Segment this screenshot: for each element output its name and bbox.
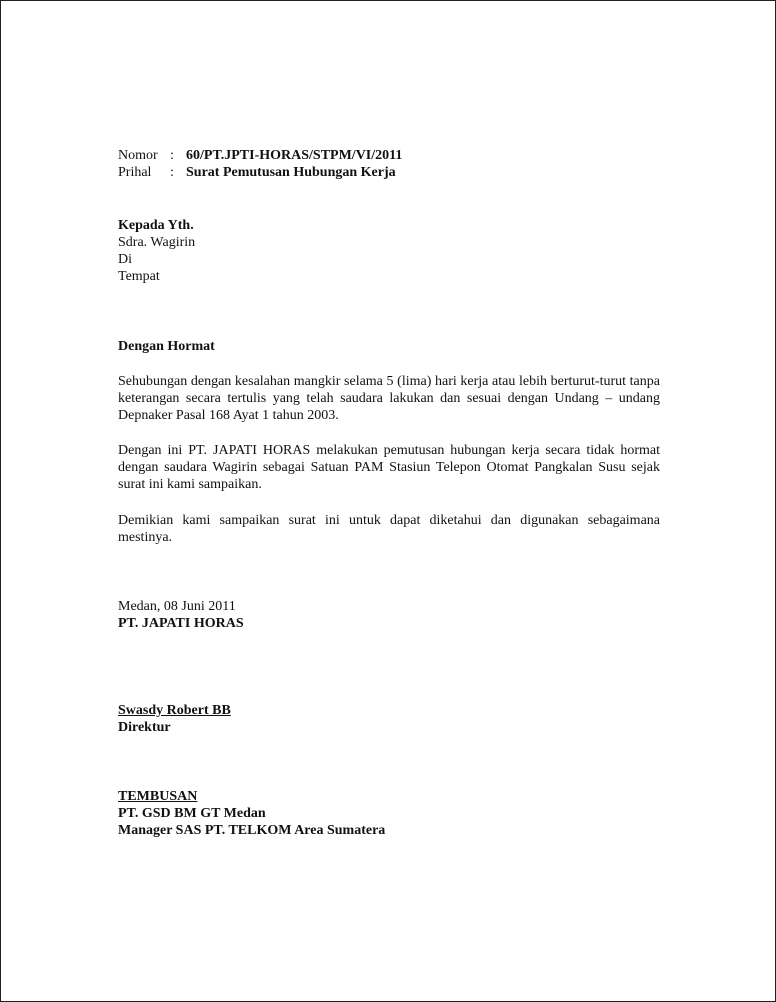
- letter-header: [118, 147, 660, 181]
- tembusan-heading: TEMBUSAN: [118, 789, 198, 804]
- recipient-line-tempat: Tempat: [118, 269, 160, 284]
- body-paragraph-3: Demikian kami sampaikan surat ini untuk dapat diketahui dan digunakan sebagaimana mestinya.: [118, 513, 660, 545]
- recipient-line-di: Di: [118, 252, 132, 267]
- nomor-separator: :: [170, 148, 174, 163]
- recipient-greeting: Kepada Yth.: [118, 218, 194, 233]
- body-paragraph-1: Sehubungan dengan kesalahan mangkir selama 5 (lima) hari kerja atau lebih berturut-turut tanpa keterangan secara tertulis yang telah saudara lakukan dan sesuai dengan Undang – undang Depnaker Pasal 168 Ayat 1 tahun 2003.: [118, 374, 660, 423]
- signer-name: Swasdy Robert BB: [118, 703, 231, 718]
- closing-block: [118, 598, 660, 632]
- tembusan-item: PT. GSD BM GT Medan: [118, 806, 266, 821]
- body-paragraph-2: Dengan ini PT. JAPATI HORAS melakukan pemutusan hubungan kerja secara tidak hormat dengan saudara Wagirin sebagai Satuan PAM Stasiun Telepon Otomat Pangkalan Susu sejak surat ini kami sampaikan.: [118, 443, 660, 492]
- prihal-value: Surat Pemutusan Hubungan Kerja: [186, 165, 396, 180]
- prihal-label: Prihal: [118, 165, 152, 180]
- signature-block: [118, 702, 660, 736]
- prihal-row: [118, 164, 660, 181]
- prihal-separator: :: [170, 165, 174, 180]
- place-date: Medan, 08 Juni 2011: [118, 599, 236, 614]
- company-name: PT. JAPATI HORAS: [118, 616, 244, 631]
- nomor-value: 60/PT.JPTI-HORAS/STPM/VI/2011: [186, 148, 403, 163]
- nomor-row: [118, 147, 660, 164]
- salutation: Dengan Hormat: [118, 339, 215, 354]
- tembusan-item: Manager SAS PT. TELKOM Area Sumatera: [118, 823, 386, 838]
- tembusan-block: [118, 788, 660, 839]
- recipient-block: [118, 217, 660, 285]
- signer-title: Direktur: [118, 720, 171, 735]
- recipient-name: Sdra. Wagirin: [118, 235, 196, 250]
- nomor-label: Nomor: [118, 148, 158, 163]
